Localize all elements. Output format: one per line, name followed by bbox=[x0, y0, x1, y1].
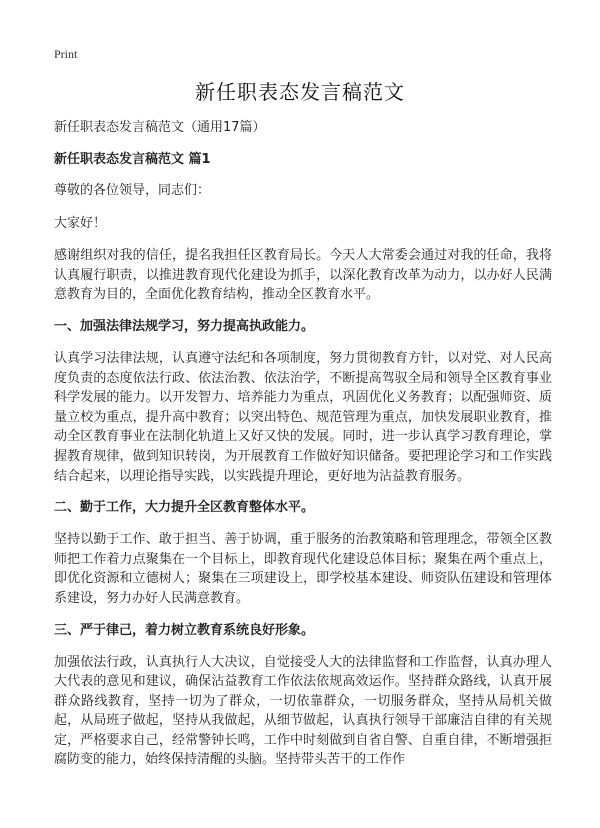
piece-heading: 新任职表态发言稿范文 篇1 bbox=[54, 152, 211, 167]
section-heading: 二、勤于工作，大力提升全区教育整体水平。 bbox=[54, 500, 315, 516]
page-title: 新任职表态发言稿范文 bbox=[195, 80, 405, 104]
section-heading: 一、加强法律法规学习，努力提高执政能力。 bbox=[54, 318, 315, 334]
section-heading: 三、严于律己，着力树立教育系统良好形象。 bbox=[54, 622, 315, 638]
section-paragraph: 认真学习法律法规，认真遵守法纪和各项制度，努力贯彻教育方针，以对党、对人民高度负责的态度依法行政、依法治教、依法治学，不断提高驾驭全局和领导全区教育事业科学发展的能力。以开发智力、培养能力为重点，巩固优化义务教育；以配强师资、质量立校为重点，提升高中教育；以突出特色、规范管理为重点，加快发展职业教育，推动全区教育事业在法制化轨道上又好又快的发展。同时，进一步认真学习教育理论，掌握教育规律，做到知识转岗，为开展教育工作做好知识储备。要把理论学习和工作实践结合起来，以理论指导实践，以实践提升理论，更好地为沾益教育服务。 bbox=[54, 350, 552, 484]
salutation: 尊敬的各位领导，同志们： bbox=[54, 183, 211, 198]
document-body bbox=[54, 118, 552, 782]
print-link[interactable]: Print bbox=[54, 47, 78, 61]
greeting: 大家好！ bbox=[54, 215, 107, 231]
document-subtitle: 新任职表态发言稿范文（通用17篇） bbox=[54, 120, 266, 135]
section-paragraph: 加强依法行政，认真执行人大决议，自觉接受人大的法律监督和工作监督，认真办理人大代表的意见和建议，确保沾益教育工作依法依规高效运作。坚持群众路线，认真开展群众路线教育，坚持一切为了群众，一切依靠群众，一切服务群众，坚持从局机关做起，从局班子做起，坚持从我做起，从细节做起，认真执行领导干部廉洁自律的有关规定，严格要求自己，经常警钟长鸣，工作中时刻做到自省自警、自重自律，不断增强拒腐防变的能力，始终保持清醒的头脑。坚持带头苦干的工作作 bbox=[54, 654, 552, 768]
intro-paragraph: 感谢组织对我的信任，提名我担任区教育局长。今天人大常委会通过对我的任命，我将认真履行职责，以推进教育现代化建设为抓手，以深化教育改革为动力，以办好人民满意教育为目的，全面优化教育结构，推动全区教育水平。 bbox=[54, 248, 552, 303]
section-paragraph: 坚持以勤于工作、敢于担当、善于协调，重于服务的治教策略和管理理念，带领全区教师把工作着力点聚集在一个目标上，即教育现代化建设总体目标；聚集在两个重点上，即优化资源和立德树人；聚集在三项建设上，即学校基本建设、师资队伍建设和管理体系建设，努力办好人民满意教育。 bbox=[54, 532, 552, 606]
